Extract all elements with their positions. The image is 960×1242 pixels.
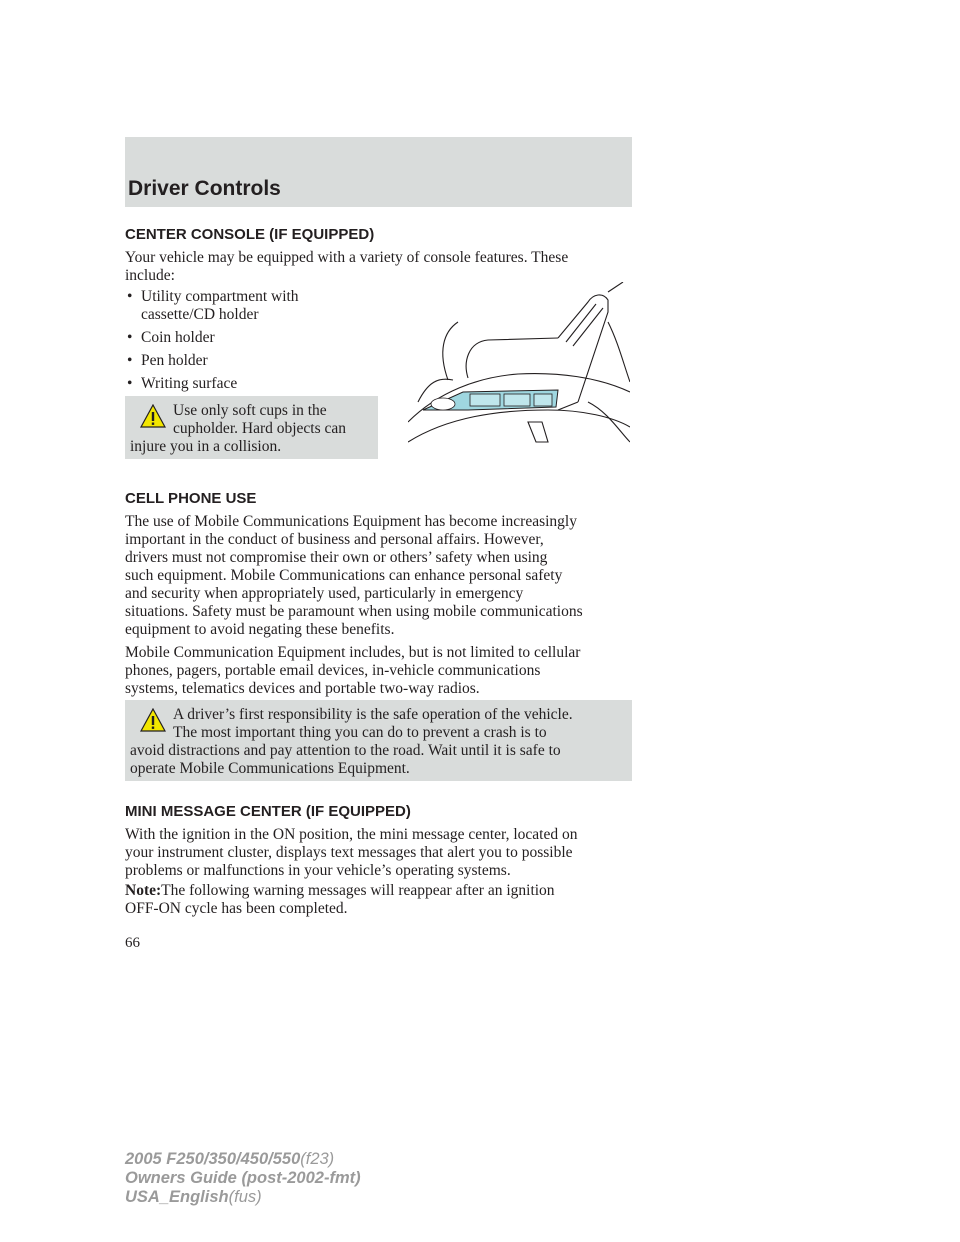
page-number: 66 (125, 935, 140, 951)
document-footer: 2005 F250/350/450/550(f23) Owners Guide (post-2002-fmt) USA_English(fus) (125, 1150, 361, 1206)
cell-phone-paragraph: The use of Mobile Communications Equipment has become increasingly important in the conduct of business and personal affairs. However, drivers must not compromise their own or others’ safety when using such equipment. Mobile Communications can enhance personal safety and security when appropriately used, particularly in emergency situations. Safety must be paramount when using mobile communications equipment to avoid negating these benefits. (125, 513, 583, 638)
list-item: • Pen holder (127, 352, 208, 369)
center-console-heading: CENTER CONSOLE (IF EQUIPPED) (125, 226, 375, 243)
mobile-equipment-paragraph: Mobile Communication Equipment includes, but is not limited to cellular phones, pagers, portable email devices, in-vehicle communications systems, telematics devices and portable two-way radios. (125, 644, 581, 697)
driver-responsibility-warning-box: A driver’s first responsibility is the safe operation of the vehicle. The most important thing you can do to prevent a crash is to avoid distractions and pay attention to the road. Wait until it is safe to operate Mobile Communications Equipment. (125, 700, 632, 781)
list-item: • Utility compartment with cassette/CD holder (127, 288, 299, 323)
cell-phone-heading: CELL PHONE USE (125, 490, 257, 507)
section-title: Driver Controls (128, 177, 281, 200)
center-console-illustration (408, 282, 630, 452)
mini-message-heading: MINI MESSAGE CENTER (IF EQUIPPED) (125, 803, 411, 820)
warning-icon (140, 708, 166, 732)
mini-message-paragraph: With the ignition in the ON position, the mini message center, located on your instrument cluster, displays text messages that alert you to possible problems or malfunctions in your vehicle’s operating systems. (125, 826, 578, 879)
warning-icon (140, 404, 166, 428)
note-label: Note: (125, 882, 162, 899)
console-feature-list (125, 288, 385, 398)
cupholder-warning-box: Use only soft cups in the cupholder. Hard objects can injure you in a collision. (125, 396, 378, 459)
list-item: • Coin holder (127, 329, 215, 346)
list-item: • Writing surface (127, 375, 238, 392)
note-paragraph: Note:The following warning messages will reappear after an ignition OFF-ON cycle has been completed. (125, 882, 555, 917)
center-console-intro: Your vehicle may be equipped with a variety of console features. These include: (125, 249, 569, 284)
